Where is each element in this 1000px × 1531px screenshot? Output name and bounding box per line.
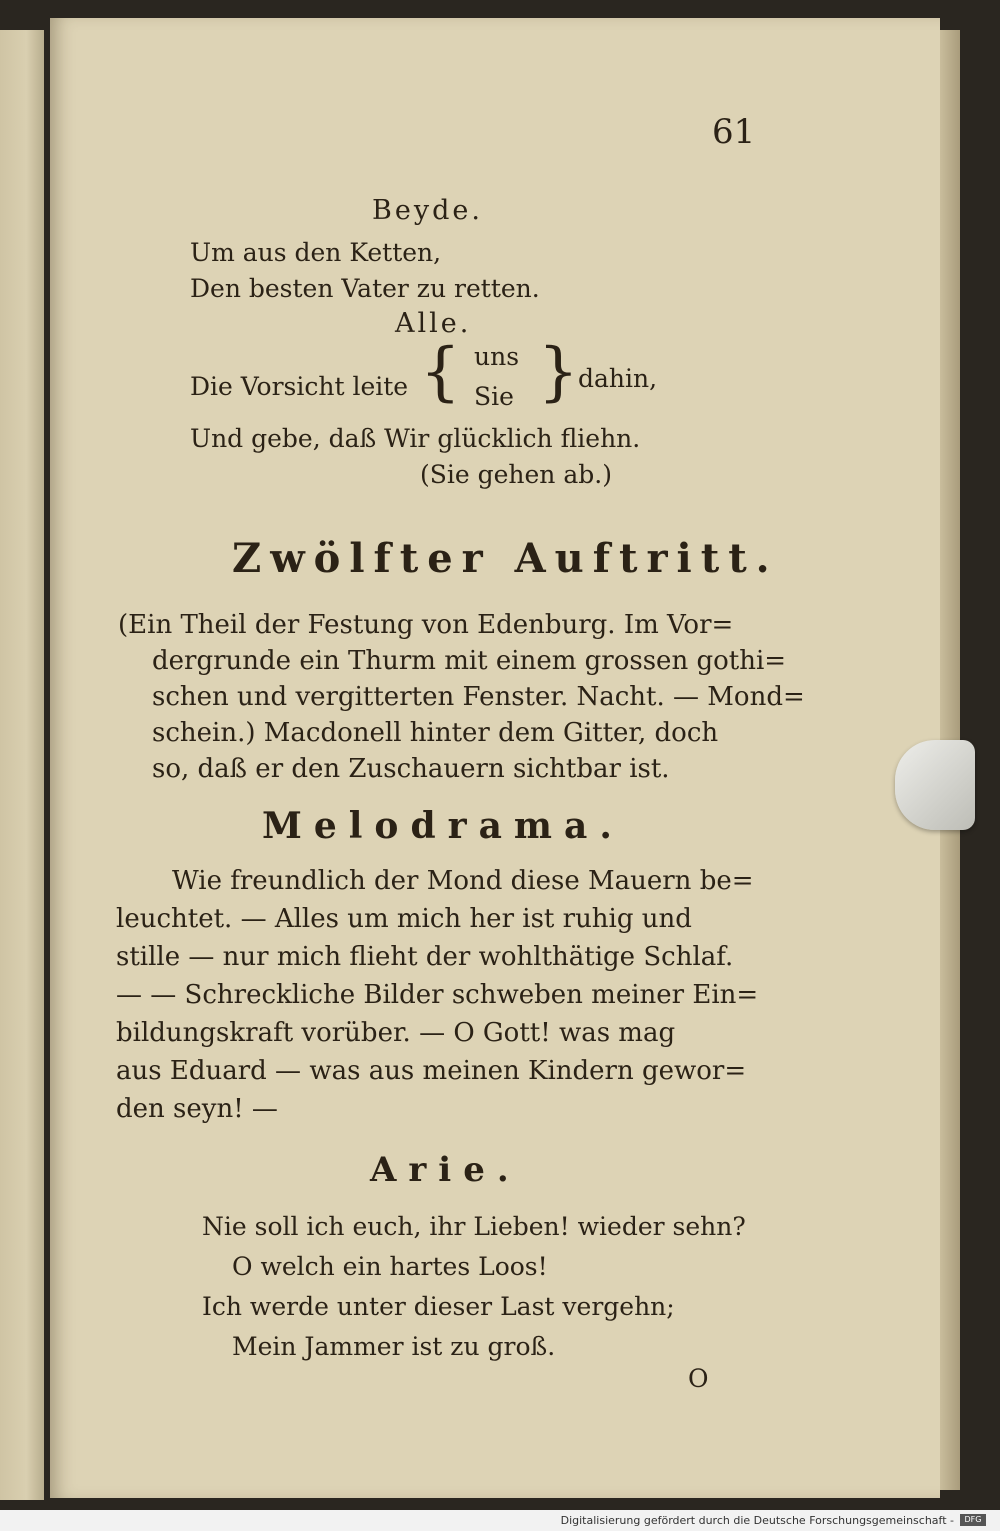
verse-line: Den besten Vater zu retten. bbox=[190, 274, 540, 303]
aria-line: Nie soll ich euch, ihr Lieben! wieder sehn? bbox=[202, 1212, 746, 1241]
verse-line: Und gebe, daß Wir glücklich fliehn. bbox=[190, 424, 641, 453]
bookmark-tab bbox=[895, 740, 975, 830]
melodrama-line: — — Schreckliche Bilder schweben meiner Ein= bbox=[116, 980, 759, 1010]
previous-page-edge bbox=[0, 30, 44, 1500]
aria-line: Mein Jammer ist zu groß. bbox=[232, 1332, 556, 1361]
verse-prefix: Die Vorsicht leite bbox=[190, 372, 409, 401]
stage-direction-line: schen und vergitterten Fenster. Nacht. — Mond= bbox=[152, 682, 805, 712]
melodrama-title: Melodrama. bbox=[262, 805, 624, 847]
melodrama-line: leuchtet. — Alles um mich her ist ruhig und bbox=[116, 904, 692, 934]
stage-direction-line: (Ein Theil der Festung von Edenburg. Im Vor= bbox=[118, 610, 734, 640]
footer-bar bbox=[0, 1510, 1000, 1531]
right-brace: } bbox=[538, 335, 579, 409]
footer-credit: Digitalisierung gefördert durch die Deutsche Forschungsgemeinschaft - bbox=[560, 1514, 954, 1527]
stage-exit: (Sie gehen ab.) bbox=[420, 460, 612, 489]
melodrama-line: stille — nur mich flieht der wohlthätige Schlaf. bbox=[116, 942, 734, 972]
aria-title: Arie. bbox=[370, 1150, 521, 1190]
catchword: O bbox=[688, 1364, 709, 1393]
melodrama-line: bildungskraft vorüber. — O Gott! was mag bbox=[116, 1018, 676, 1048]
scene-title: Zwölfter Auftritt. bbox=[232, 535, 779, 582]
stage-direction-line: dergrunde ein Thurm mit einem grossen gothi= bbox=[152, 646, 787, 676]
stage-direction-line: so, daß er den Zuschauern sichtbar ist. bbox=[152, 754, 670, 784]
aria-line: Ich werde unter dieser Last vergehn; bbox=[202, 1292, 675, 1321]
dfg-logo: DFG bbox=[960, 1514, 986, 1526]
option-uns: uns bbox=[474, 342, 520, 371]
left-brace: { bbox=[420, 335, 461, 409]
speaker-alle: Alle. bbox=[395, 308, 472, 339]
melodrama-line: den seyn! — bbox=[116, 1094, 278, 1124]
melodrama-line: aus Eduard — was aus meinen Kindern gewor= bbox=[116, 1056, 747, 1086]
aria-line: O welch ein hartes Loos! bbox=[232, 1252, 548, 1281]
verse-line: Um aus den Ketten, bbox=[190, 238, 442, 267]
speaker-beyde: Beyde. bbox=[372, 195, 483, 226]
melodrama-line: Wie freundlich der Mond diese Mauern be= bbox=[172, 866, 754, 896]
verse-suffix: dahin, bbox=[578, 364, 658, 393]
option-sie: Sie bbox=[474, 382, 514, 411]
stage-direction-line: schein.) Macdonell hinter dem Gitter, doch bbox=[152, 718, 719, 748]
page-number: 61 bbox=[712, 112, 756, 152]
